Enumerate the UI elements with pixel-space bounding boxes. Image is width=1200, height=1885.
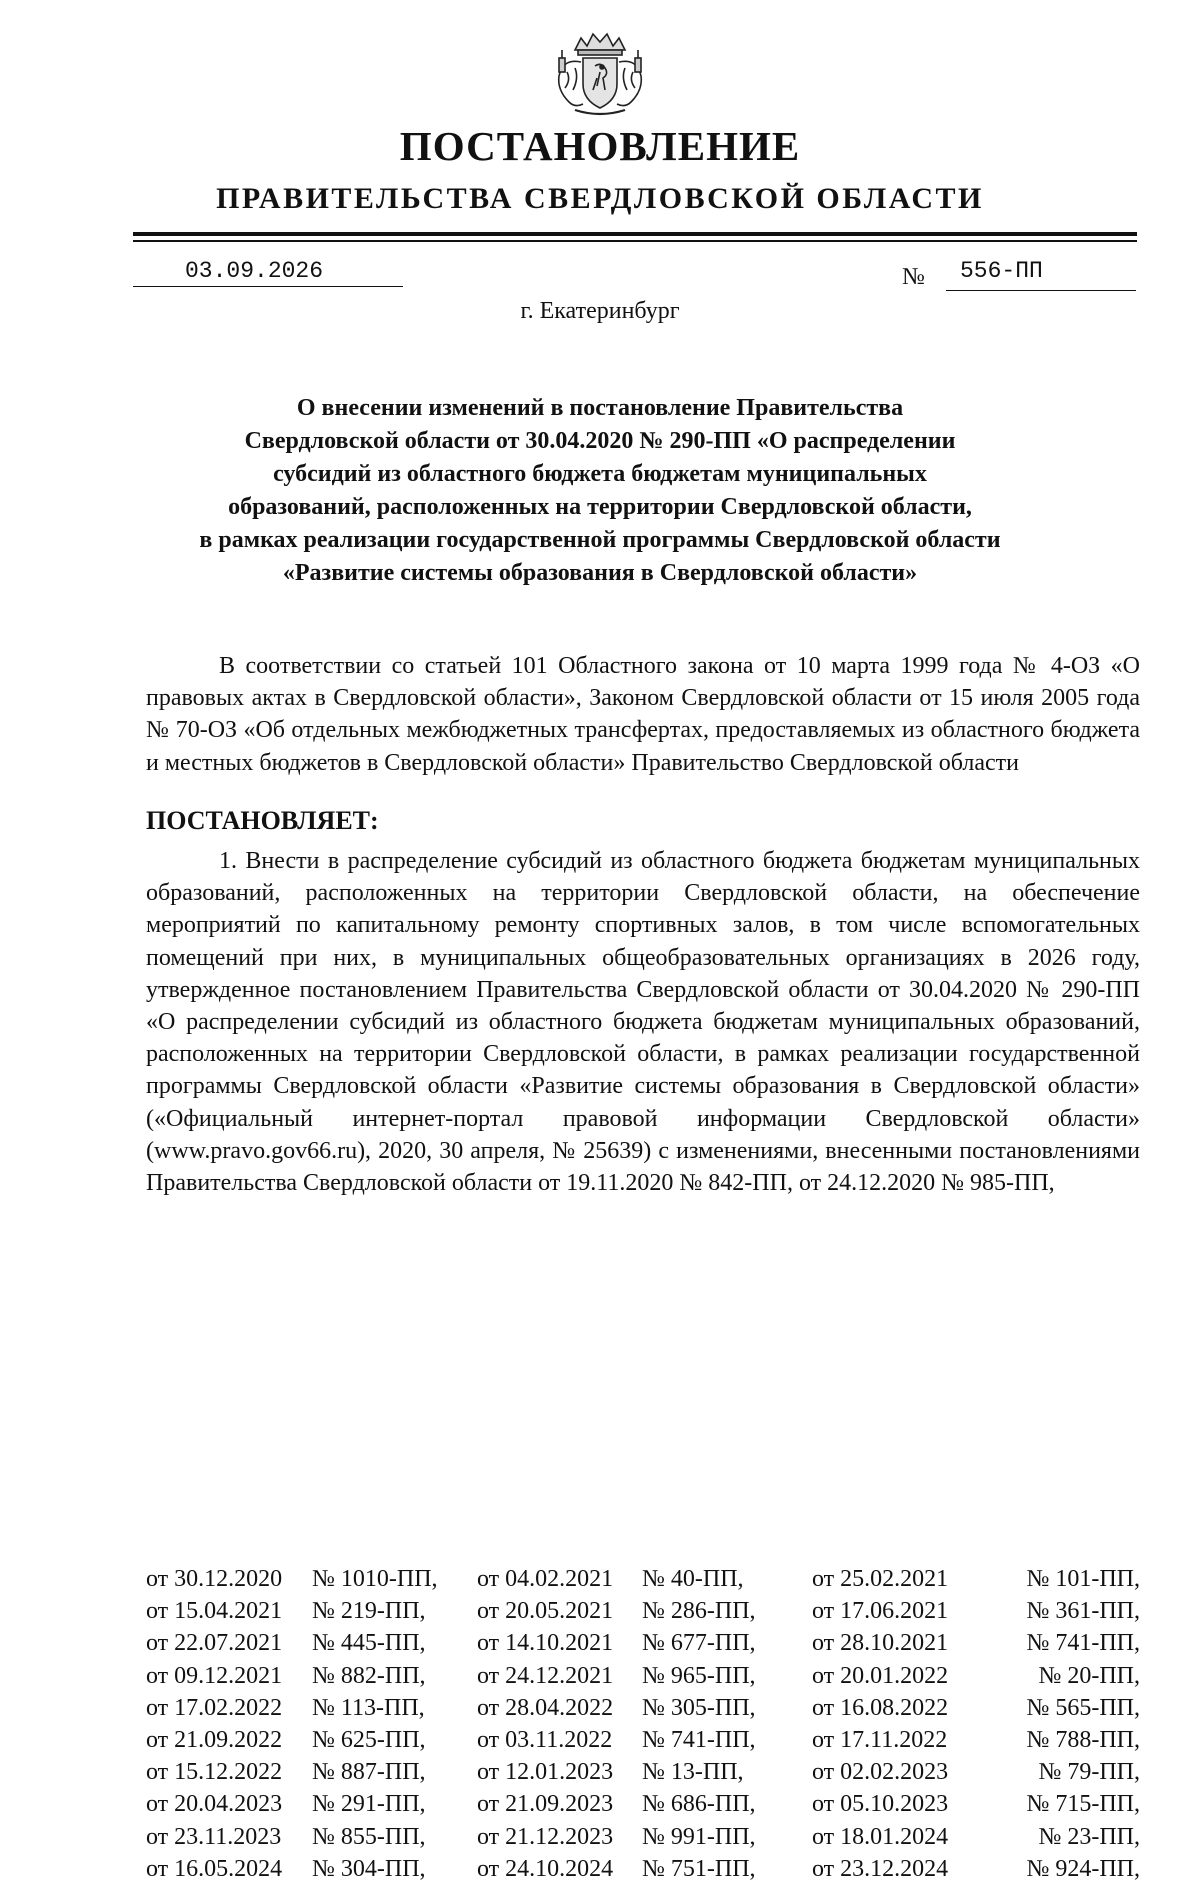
amendment-date: от 18.01.2024 xyxy=(812,1823,949,1850)
amendment-number: № 565-ПП, xyxy=(1026,1694,1140,1721)
number-underline xyxy=(946,290,1136,291)
amendment-date: от 20.01.2022 xyxy=(812,1662,949,1689)
heading-line: субсидий из областного бюджета бюджетам муниципальных xyxy=(273,461,927,487)
amendment-date: от 20.04.2023 xyxy=(146,1791,283,1818)
amendment-number: № 741-ПП, xyxy=(642,1726,756,1753)
amendment-number: № 924-ПП, xyxy=(1026,1855,1140,1882)
heading-line: «Развитие системы образования в Свердловской области» xyxy=(282,560,918,586)
amendment-date: от 09.12.2021 xyxy=(146,1662,283,1689)
amendment-date: от 30.12.2020 xyxy=(146,1566,283,1592)
amendment-number: № 445-ПП, xyxy=(312,1630,426,1657)
amendment-number: № 113-ПП, xyxy=(312,1694,425,1721)
amendment-row xyxy=(146,1692,1140,1724)
amendment-number: № 361-ПП, xyxy=(1026,1598,1140,1625)
heading-line: в рамках реализации государственной программы Свердловской области xyxy=(199,527,1001,553)
amendment-date: от 28.04.2022 xyxy=(477,1694,614,1721)
coat-of-arms-emblem xyxy=(545,28,655,118)
heading-line: О внесении изменений в постановление Правительства xyxy=(296,395,904,421)
amendment-date: от 17.02.2022 xyxy=(146,1694,283,1721)
amendment-list xyxy=(146,1563,1140,1885)
amendment-row xyxy=(146,1788,1140,1820)
amendment-number: № 23-ПП, xyxy=(1038,1823,1140,1850)
amendment-number: № 286-ПП, xyxy=(642,1598,756,1625)
amendment-number: № 79-ПП, xyxy=(1038,1759,1140,1786)
amendment-date: от 16.08.2022 xyxy=(812,1694,949,1721)
document-number: 556-ПП xyxy=(960,258,1043,284)
header-rule-thick xyxy=(133,232,1137,236)
amendment-number: № 13-ПП, xyxy=(642,1759,744,1786)
amendment-number: № 855-ПП, xyxy=(312,1823,426,1850)
amendment-date: от 17.11.2022 xyxy=(812,1726,948,1753)
amendment-number: № 751-ПП, xyxy=(642,1855,756,1882)
amendment-date: от 02.02.2023 xyxy=(812,1759,949,1786)
amendment-date: от 15.04.2021 xyxy=(146,1598,283,1625)
amendment-date: от 05.10.2023 xyxy=(812,1791,949,1818)
preamble-paragraph: В соответствии со статьей 101 Областного закона от 10 марта 1999 года № 4-ОЗ «О правовых актах в Свердловской области», Законом Свердловской области от 15 июля 2005 года № 70-ОЗ «Об отдельных межбюджетных трансфертах, предоставляемых из областного бюджета и местных бюджетов в Свердловской области» Правительство Свердловской области xyxy=(146,653,1140,776)
amendment-number: № 741-ПП, xyxy=(1026,1630,1140,1657)
amendment-date: от 17.06.2021 xyxy=(812,1598,949,1625)
date-underline xyxy=(133,286,403,287)
amendment-number: № 788-ПП, xyxy=(1026,1726,1140,1753)
amendment-row xyxy=(146,1660,1140,1692)
number-sign: № xyxy=(902,264,925,290)
amendment-date: от 21.09.2023 xyxy=(477,1791,614,1818)
amendment-row xyxy=(146,1853,1140,1885)
amendment-date: от 14.10.2021 xyxy=(477,1630,614,1657)
amendment-date: от 24.12.2021 xyxy=(477,1662,614,1689)
amendment-date: от 16.05.2024 xyxy=(146,1855,283,1882)
issuer-title: ПРАВИТЕЛЬСТВА СВЕРДЛОВСКОЙ ОБЛАСТИ xyxy=(216,182,984,215)
amendment-number: № 305-ПП, xyxy=(642,1694,756,1721)
amendment-row xyxy=(146,1595,1140,1627)
amendment-number: № 677-ПП, xyxy=(642,1630,756,1657)
amendment-date: от 25.02.2021 xyxy=(812,1566,949,1592)
amendment-date: от 12.01.2023 xyxy=(477,1759,614,1786)
amendment-date: от 03.11.2022 xyxy=(477,1726,613,1753)
amendment-number: № 991-ПП, xyxy=(642,1823,756,1850)
amendment-row xyxy=(146,1627,1140,1659)
amendment-number: № 1010-ПП, xyxy=(312,1566,438,1592)
amendment-date: от 21.12.2023 xyxy=(477,1823,614,1850)
amendment-number: № 882-ПП, xyxy=(312,1662,426,1689)
document-heading xyxy=(150,392,1050,590)
amendment-row xyxy=(146,1821,1140,1853)
amendment-number: № 625-ПП, xyxy=(312,1726,426,1753)
document-type-title: ПОСТАНОВЛЕНИЕ xyxy=(399,123,801,169)
item-1-paragraph: 1. Внести в распределение субсидий из областного бюджета бюджетам муниципальных образований, расположенных на территории Свердловской области, на обеспечение мероприятий по капитальному ремонту спортивных залов, в том числе вспомогательных помещений при них, в муниципальных общеобразовательных организациях в 2026 году, утвержденное постановлением Правительства Свердловской области от 30.04.2020 № 290-ПП «О распределении субсидий из областного бюджета бюджетам муниципальных образований, расположенных на территории Свердловской области, в рамках реализации государственной программы Свердловской области «Развитие системы образования в Свердловской области» («Официальный интернет-портал правовой информации Свердловской области» (www.pravo.gov66.ru), 2020, 30 апреля, № 25639) с изменениями, внесенными постановлениями Правительства Свердловской области от 19.11.2020 № 842-ПП, от 24.12.2020 № 985-ПП, xyxy=(146,848,1140,1197)
amendment-number: № 40-ПП, xyxy=(642,1566,744,1592)
document-city: г. Екатеринбург xyxy=(520,298,680,324)
amendment-row xyxy=(146,1756,1140,1788)
amendment-date: от 23.12.2024 xyxy=(812,1855,949,1882)
amendment-number: № 219-ПП, xyxy=(312,1598,426,1625)
amendment-number: № 887-ПП, xyxy=(312,1759,426,1786)
amendment-date: от 23.11.2023 xyxy=(146,1823,282,1850)
amendment-date: от 15.12.2022 xyxy=(146,1759,283,1786)
amendment-date: от 20.05.2021 xyxy=(477,1598,614,1625)
heading-line: Свердловской области от 30.04.2020 № 290-ПП «О распределении xyxy=(244,428,956,454)
amendment-date: от 04.02.2021 xyxy=(477,1566,614,1592)
amendment-number: № 20-ПП, xyxy=(1038,1662,1140,1689)
document-date: 03.09.2026 xyxy=(185,258,324,284)
amendment-number: № 715-ПП, xyxy=(1026,1791,1140,1818)
amendment-number: № 965-ПП, xyxy=(642,1662,756,1689)
amendment-number: № 304-ПП, xyxy=(312,1855,426,1882)
amendment-number: № 101-ПП, xyxy=(1026,1566,1140,1592)
amendment-date: от 24.10.2024 xyxy=(477,1855,614,1882)
amendment-date: от 21.09.2022 xyxy=(146,1726,283,1753)
amendment-row xyxy=(146,1724,1140,1756)
amendment-number: № 686-ПП, xyxy=(642,1791,756,1818)
decree-word: ПОСТАНОВЛЯЕТ: xyxy=(146,806,379,835)
amendment-date: от 28.10.2021 xyxy=(812,1630,949,1657)
amendment-row xyxy=(146,1563,1140,1595)
amendment-date: от 22.07.2021 xyxy=(146,1630,283,1657)
heading-line: образований, расположенных на территории Свердловской области, xyxy=(228,494,972,520)
header-rule-thin xyxy=(133,240,1137,242)
amendment-number: № 291-ПП, xyxy=(312,1791,426,1818)
